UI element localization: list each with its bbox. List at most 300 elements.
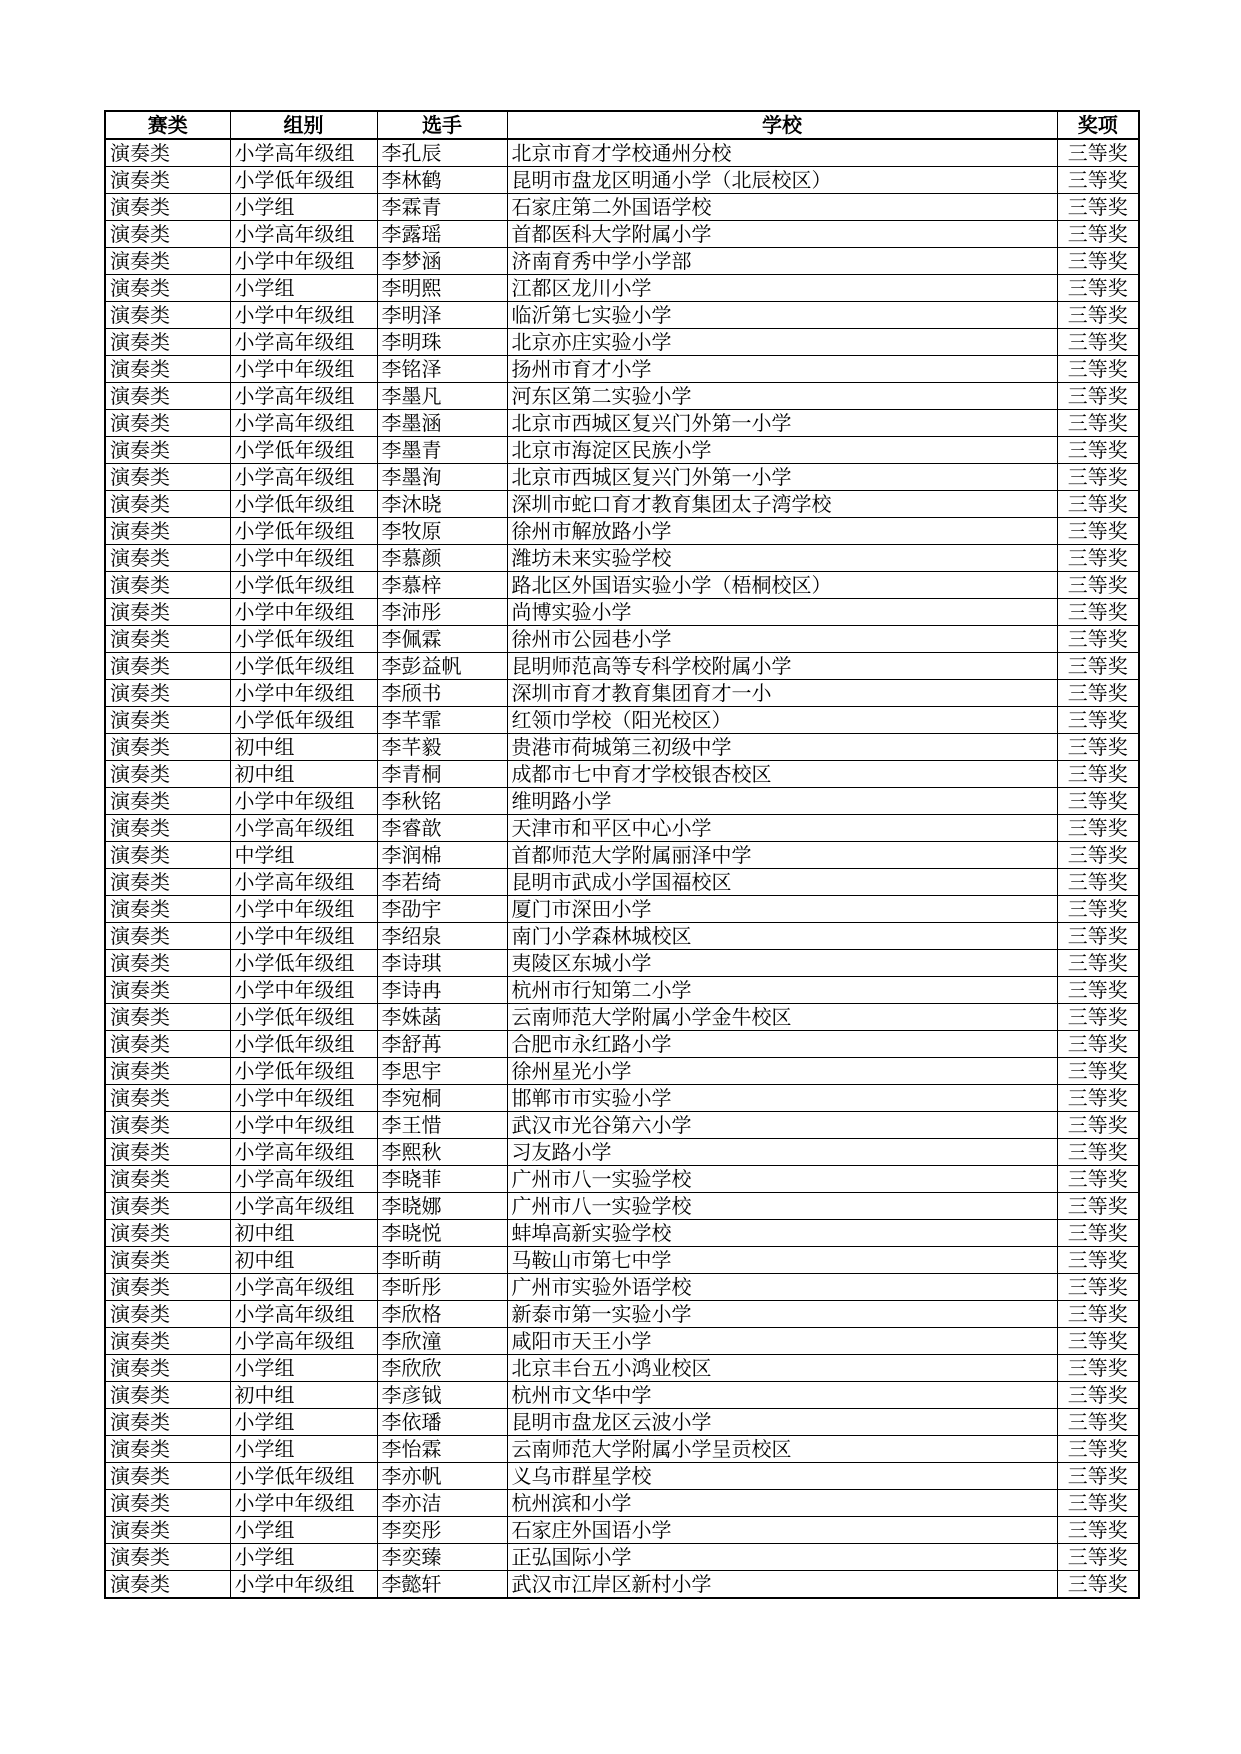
table-row [105,923,1139,950]
cell-school: 北京市西城区复兴门外第一小学 [507,410,1057,437]
cell-award: 三等奖 [1057,545,1139,572]
cell-group: 小学高年级组 [230,1166,377,1193]
cell-school: 昆明师范高等专科学校附属小学 [507,653,1057,680]
cell-award: 三等奖 [1057,1355,1139,1382]
cell-group: 小学高年级组 [230,1193,377,1220]
table-row [105,680,1139,707]
cell-school: 南门小学森林城校区 [507,923,1057,950]
table-row [105,1274,1139,1301]
cell-category: 演奏类 [105,1193,230,1220]
table-row [105,545,1139,572]
cell-group: 小学低年级组 [230,491,377,518]
cell-award: 三等奖 [1057,1382,1139,1409]
table-row [105,437,1139,464]
table-row [105,221,1139,248]
cell-award: 三等奖 [1057,707,1139,734]
cell-category: 演奏类 [105,1004,230,1031]
cell-category: 演奏类 [105,734,230,761]
cell-category: 演奏类 [105,896,230,923]
cell-school: 厦门市深田小学 [507,896,1057,923]
cell-contestant: 李睿歆 [377,815,507,842]
table-row [105,734,1139,761]
header-group: 组别 [230,111,377,139]
cell-category: 演奏类 [105,626,230,653]
cell-contestant: 李沛彤 [377,599,507,626]
table-row [105,410,1139,437]
cell-group: 小学中年级组 [230,896,377,923]
table-row [105,518,1139,545]
cell-award: 三等奖 [1057,329,1139,356]
cell-contestant: 李怡霖 [377,1436,507,1463]
cell-category: 演奏类 [105,329,230,356]
cell-category: 演奏类 [105,1112,230,1139]
cell-award: 三等奖 [1057,518,1139,545]
table-row [105,139,1139,167]
cell-group: 小学高年级组 [230,1274,377,1301]
cell-category: 演奏类 [105,139,230,167]
cell-school: 咸阳市天王小学 [507,1328,1057,1355]
cell-category: 演奏类 [105,653,230,680]
table-row [105,788,1139,815]
cell-group: 小学中年级组 [230,1085,377,1112]
cell-category: 演奏类 [105,464,230,491]
cell-group: 小学中年级组 [230,923,377,950]
table-row [105,842,1139,869]
cell-category: 演奏类 [105,302,230,329]
table-header [105,111,1139,139]
cell-contestant: 李奕彤 [377,1517,507,1544]
cell-award: 三等奖 [1057,1463,1139,1490]
cell-school: 深圳市蛇口育才教育集团太子湾学校 [507,491,1057,518]
cell-contestant: 李欣欣 [377,1355,507,1382]
cell-school: 广州市八一实验学校 [507,1193,1057,1220]
cell-award: 三等奖 [1057,139,1139,167]
cell-award: 三等奖 [1057,491,1139,518]
cell-contestant: 李佩霖 [377,626,507,653]
cell-category: 演奏类 [105,1544,230,1571]
table-row [105,761,1139,788]
cell-award: 三等奖 [1057,977,1139,1004]
cell-award: 三等奖 [1057,734,1139,761]
cell-school: 广州市八一实验学校 [507,1166,1057,1193]
cell-contestant: 李秋铭 [377,788,507,815]
cell-award: 三等奖 [1057,572,1139,599]
cell-school: 广州市实验外语学校 [507,1274,1057,1301]
cell-school: 邯郸市市实验小学 [507,1085,1057,1112]
cell-contestant: 李明珠 [377,329,507,356]
cell-award: 三等奖 [1057,248,1139,275]
cell-category: 演奏类 [105,1409,230,1436]
cell-category: 演奏类 [105,1274,230,1301]
cell-group: 小学低年级组 [230,626,377,653]
cell-group: 小学高年级组 [230,139,377,167]
table-row [105,1382,1139,1409]
table-row [105,1112,1139,1139]
cell-contestant: 李宛桐 [377,1085,507,1112]
cell-school: 杭州市文华中学 [507,1382,1057,1409]
cell-group: 小学中年级组 [230,1490,377,1517]
cell-school: 杭州滨和小学 [507,1490,1057,1517]
cell-school: 河东区第二实验小学 [507,383,1057,410]
cell-award: 三等奖 [1057,167,1139,194]
cell-group: 初中组 [230,1247,377,1274]
cell-category: 演奏类 [105,1166,230,1193]
cell-school: 北京市育才学校通州分校 [507,139,1057,167]
cell-contestant: 李颀书 [377,680,507,707]
cell-group: 小学高年级组 [230,383,377,410]
table-body [105,139,1139,1598]
cell-school: 贵港市荷城第三初级中学 [507,734,1057,761]
cell-contestant: 李绍泉 [377,923,507,950]
cell-group: 小学中年级组 [230,248,377,275]
table-row [105,248,1139,275]
cell-group: 小学组 [230,1436,377,1463]
table-row [105,1139,1139,1166]
cell-group: 小学低年级组 [230,1031,377,1058]
cell-group: 小学中年级组 [230,977,377,1004]
cell-contestant: 李芊毅 [377,734,507,761]
cell-award: 三等奖 [1057,194,1139,221]
cell-group: 小学组 [230,275,377,302]
cell-group: 小学高年级组 [230,1301,377,1328]
cell-category: 演奏类 [105,1355,230,1382]
cell-group: 小学高年级组 [230,869,377,896]
cell-school: 天津市和平区中心小学 [507,815,1057,842]
cell-category: 演奏类 [105,1058,230,1085]
table-row [105,626,1139,653]
cell-contestant: 李墨凡 [377,383,507,410]
cell-school: 徐州市解放路小学 [507,518,1057,545]
cell-group: 小学低年级组 [230,572,377,599]
cell-category: 演奏类 [105,1301,230,1328]
cell-group: 小学组 [230,194,377,221]
cell-category: 演奏类 [105,842,230,869]
cell-contestant: 李晓悦 [377,1220,507,1247]
table-row [105,1436,1139,1463]
cell-award: 三等奖 [1057,869,1139,896]
cell-award: 三等奖 [1057,410,1139,437]
cell-contestant: 李昕萌 [377,1247,507,1274]
cell-school: 徐州市公园巷小学 [507,626,1057,653]
cell-school: 首都师范大学附属丽泽中学 [507,842,1057,869]
cell-contestant: 李霖青 [377,194,507,221]
cell-group: 小学组 [230,1544,377,1571]
cell-school: 北京亦庄实验小学 [507,329,1057,356]
cell-group: 小学组 [230,1409,377,1436]
cell-group: 小学高年级组 [230,221,377,248]
cell-contestant: 李明熙 [377,275,507,302]
cell-category: 演奏类 [105,275,230,302]
cell-group: 小学高年级组 [230,1139,377,1166]
cell-group: 小学高年级组 [230,329,377,356]
cell-category: 演奏类 [105,572,230,599]
cell-award: 三等奖 [1057,1409,1139,1436]
cell-award: 三等奖 [1057,1517,1139,1544]
table-row [105,464,1139,491]
cell-award: 三等奖 [1057,1166,1139,1193]
table-row [105,977,1139,1004]
cell-award: 三等奖 [1057,437,1139,464]
cell-contestant: 李彭益帆 [377,653,507,680]
cell-award: 三等奖 [1057,842,1139,869]
cell-contestant: 李懿轩 [377,1571,507,1599]
cell-contestant: 李王惜 [377,1112,507,1139]
cell-group: 小学低年级组 [230,653,377,680]
cell-group: 初中组 [230,1220,377,1247]
cell-contestant: 李青桐 [377,761,507,788]
cell-contestant: 李晓娜 [377,1193,507,1220]
cell-contestant: 李墨涵 [377,410,507,437]
table-row [105,1490,1139,1517]
cell-group: 初中组 [230,761,377,788]
cell-award: 三等奖 [1057,896,1139,923]
cell-school: 石家庄第二外国语学校 [507,194,1057,221]
cell-category: 演奏类 [105,923,230,950]
cell-contestant: 李若绮 [377,869,507,896]
cell-category: 演奏类 [105,1571,230,1599]
cell-category: 演奏类 [105,1220,230,1247]
cell-school: 红领巾学校（阳光校区） [507,707,1057,734]
cell-contestant: 李梦涵 [377,248,507,275]
cell-group: 小学低年级组 [230,1004,377,1031]
cell-school: 江都区龙川小学 [507,275,1057,302]
table-row [105,572,1139,599]
cell-school: 济南育秀中学小学部 [507,248,1057,275]
cell-school: 云南师范大学附属小学金牛校区 [507,1004,1057,1031]
cell-category: 演奏类 [105,788,230,815]
table-row [105,302,1139,329]
cell-contestant: 李昕彤 [377,1274,507,1301]
cell-category: 演奏类 [105,869,230,896]
cell-contestant: 李奕臻 [377,1544,507,1571]
cell-category: 演奏类 [105,680,230,707]
cell-category: 演奏类 [105,545,230,572]
cell-school: 北京市海淀区民族小学 [507,437,1057,464]
cell-school: 昆明市盘龙区明通小学（北辰校区） [507,167,1057,194]
cell-school: 武汉市光谷第六小学 [507,1112,1057,1139]
table-row [105,1301,1139,1328]
cell-award: 三等奖 [1057,275,1139,302]
table-row [105,1355,1139,1382]
cell-school: 昆明市盘龙区云波小学 [507,1409,1057,1436]
cell-group: 小学低年级组 [230,437,377,464]
table-row [105,167,1139,194]
table-row [105,1409,1139,1436]
table-row [105,869,1139,896]
cell-school: 习友路小学 [507,1139,1057,1166]
cell-award: 三等奖 [1057,1328,1139,1355]
cell-school: 石家庄外国语小学 [507,1517,1057,1544]
cell-category: 演奏类 [105,491,230,518]
cell-school: 杭州市行知第二小学 [507,977,1057,1004]
cell-school: 义乌市群星学校 [507,1463,1057,1490]
cell-award: 三等奖 [1057,1004,1139,1031]
cell-group: 小学中年级组 [230,1571,377,1599]
table-row [105,491,1139,518]
cell-award: 三等奖 [1057,680,1139,707]
cell-contestant: 李孔辰 [377,139,507,167]
cell-contestant: 李林鹤 [377,167,507,194]
cell-contestant: 李思宇 [377,1058,507,1085]
table-row [105,1328,1139,1355]
cell-contestant: 李晓菲 [377,1166,507,1193]
cell-category: 演奏类 [105,1328,230,1355]
cell-category: 演奏类 [105,167,230,194]
cell-award: 三等奖 [1057,1139,1139,1166]
table-row [105,815,1139,842]
cell-school: 武汉市江岸区新村小学 [507,1571,1057,1599]
cell-school: 维明路小学 [507,788,1057,815]
cell-category: 演奏类 [105,194,230,221]
cell-group: 小学组 [230,1355,377,1382]
cell-group: 小学中年级组 [230,356,377,383]
cell-school: 路北区外国语实验小学（梧桐校区） [507,572,1057,599]
cell-category: 演奏类 [105,410,230,437]
cell-category: 演奏类 [105,1085,230,1112]
cell-award: 三等奖 [1057,221,1139,248]
table-row [105,1004,1139,1031]
cell-group: 初中组 [230,1382,377,1409]
cell-category: 演奏类 [105,1031,230,1058]
cell-category: 演奏类 [105,518,230,545]
table-row [105,194,1139,221]
header-contestant: 选手 [377,111,507,139]
table-row [105,1031,1139,1058]
cell-contestant: 李熙秋 [377,1139,507,1166]
cell-group: 初中组 [230,734,377,761]
table-row [105,383,1139,410]
cell-award: 三等奖 [1057,1193,1139,1220]
cell-group: 小学中年级组 [230,599,377,626]
cell-group: 小学中年级组 [230,680,377,707]
cell-group: 小学低年级组 [230,518,377,545]
table-row [105,1544,1139,1571]
table-row [105,1571,1139,1599]
cell-school: 深圳市育才教育集团育才一小 [507,680,1057,707]
cell-award: 三等奖 [1057,1490,1139,1517]
cell-award: 三等奖 [1057,302,1139,329]
cell-award: 三等奖 [1057,464,1139,491]
cell-category: 演奏类 [105,1463,230,1490]
cell-school: 夷陵区东城小学 [507,950,1057,977]
cell-school: 北京市西城区复兴门外第一小学 [507,464,1057,491]
cell-award: 三等奖 [1057,383,1139,410]
cell-award: 三等奖 [1057,1058,1139,1085]
cell-category: 演奏类 [105,977,230,1004]
cell-contestant: 李墨青 [377,437,507,464]
table-row [105,329,1139,356]
cell-school: 扬州市育才小学 [507,356,1057,383]
cell-school: 首都医科大学附属小学 [507,221,1057,248]
cell-contestant: 李欣格 [377,1301,507,1328]
cell-school: 蚌埠高新实验学校 [507,1220,1057,1247]
cell-contestant: 李牧原 [377,518,507,545]
cell-school: 马鞍山市第七中学 [507,1247,1057,1274]
cell-category: 演奏类 [105,1139,230,1166]
cell-school: 临沂第七实验小学 [507,302,1057,329]
cell-category: 演奏类 [105,1382,230,1409]
cell-category: 演奏类 [105,221,230,248]
table-row [105,896,1139,923]
table-row [105,707,1139,734]
table-row [105,1085,1139,1112]
cell-award: 三等奖 [1057,1247,1139,1274]
cell-school: 云南师范大学附属小学呈贡校区 [507,1436,1057,1463]
cell-group: 小学低年级组 [230,1058,377,1085]
table-row [105,1517,1139,1544]
cell-award: 三等奖 [1057,923,1139,950]
cell-category: 演奏类 [105,1247,230,1274]
header-row [105,111,1139,139]
cell-group: 小学中年级组 [230,302,377,329]
cell-school: 成都市七中育才学校银杏校区 [507,761,1057,788]
cell-category: 演奏类 [105,599,230,626]
cell-school: 北京丰台五小鸿业校区 [507,1355,1057,1382]
table-row [105,275,1139,302]
cell-award: 三等奖 [1057,626,1139,653]
cell-group: 小学中年级组 [230,545,377,572]
table-row [105,1463,1139,1490]
cell-award: 三等奖 [1057,599,1139,626]
cell-contestant: 李彦钺 [377,1382,507,1409]
cell-group: 小学中年级组 [230,788,377,815]
cell-group: 小学低年级组 [230,167,377,194]
cell-school: 新泰市第一实验小学 [507,1301,1057,1328]
table-row [105,950,1139,977]
cell-contestant: 李诗冉 [377,977,507,1004]
cell-contestant: 李慕梓 [377,572,507,599]
header-category: 赛类 [105,111,230,139]
header-award: 奖项 [1057,111,1139,139]
table-row [105,1220,1139,1247]
cell-award: 三等奖 [1057,788,1139,815]
cell-contestant: 李芊霏 [377,707,507,734]
cell-contestant: 李明泽 [377,302,507,329]
cell-award: 三等奖 [1057,1571,1139,1599]
table-row [105,356,1139,383]
cell-award: 三等奖 [1057,1274,1139,1301]
table-row [105,1193,1139,1220]
cell-group: 小学高年级组 [230,815,377,842]
cell-category: 演奏类 [105,1490,230,1517]
cell-group: 小学组 [230,1517,377,1544]
cell-category: 演奏类 [105,383,230,410]
cell-group: 中学组 [230,842,377,869]
cell-group: 小学中年级组 [230,1112,377,1139]
cell-group: 小学低年级组 [230,707,377,734]
table-row [105,1058,1139,1085]
cell-contestant: 李劭宇 [377,896,507,923]
cell-award: 三等奖 [1057,1112,1139,1139]
cell-school: 昆明市武成小学国福校区 [507,869,1057,896]
cell-contestant: 李露瑶 [377,221,507,248]
cell-contestant: 李润棉 [377,842,507,869]
cell-category: 演奏类 [105,437,230,464]
cell-award: 三等奖 [1057,1436,1139,1463]
cell-group: 小学低年级组 [230,1463,377,1490]
table-row [105,653,1139,680]
cell-award: 三等奖 [1057,1220,1139,1247]
cell-contestant: 李姝菡 [377,1004,507,1031]
cell-contestant: 李慕颜 [377,545,507,572]
cell-group: 小学高年级组 [230,464,377,491]
cell-group: 小学高年级组 [230,1328,377,1355]
cell-group: 小学高年级组 [230,410,377,437]
cell-contestant: 李铭泽 [377,356,507,383]
cell-category: 演奏类 [105,815,230,842]
cell-category: 演奏类 [105,950,230,977]
cell-contestant: 李墨洵 [377,464,507,491]
